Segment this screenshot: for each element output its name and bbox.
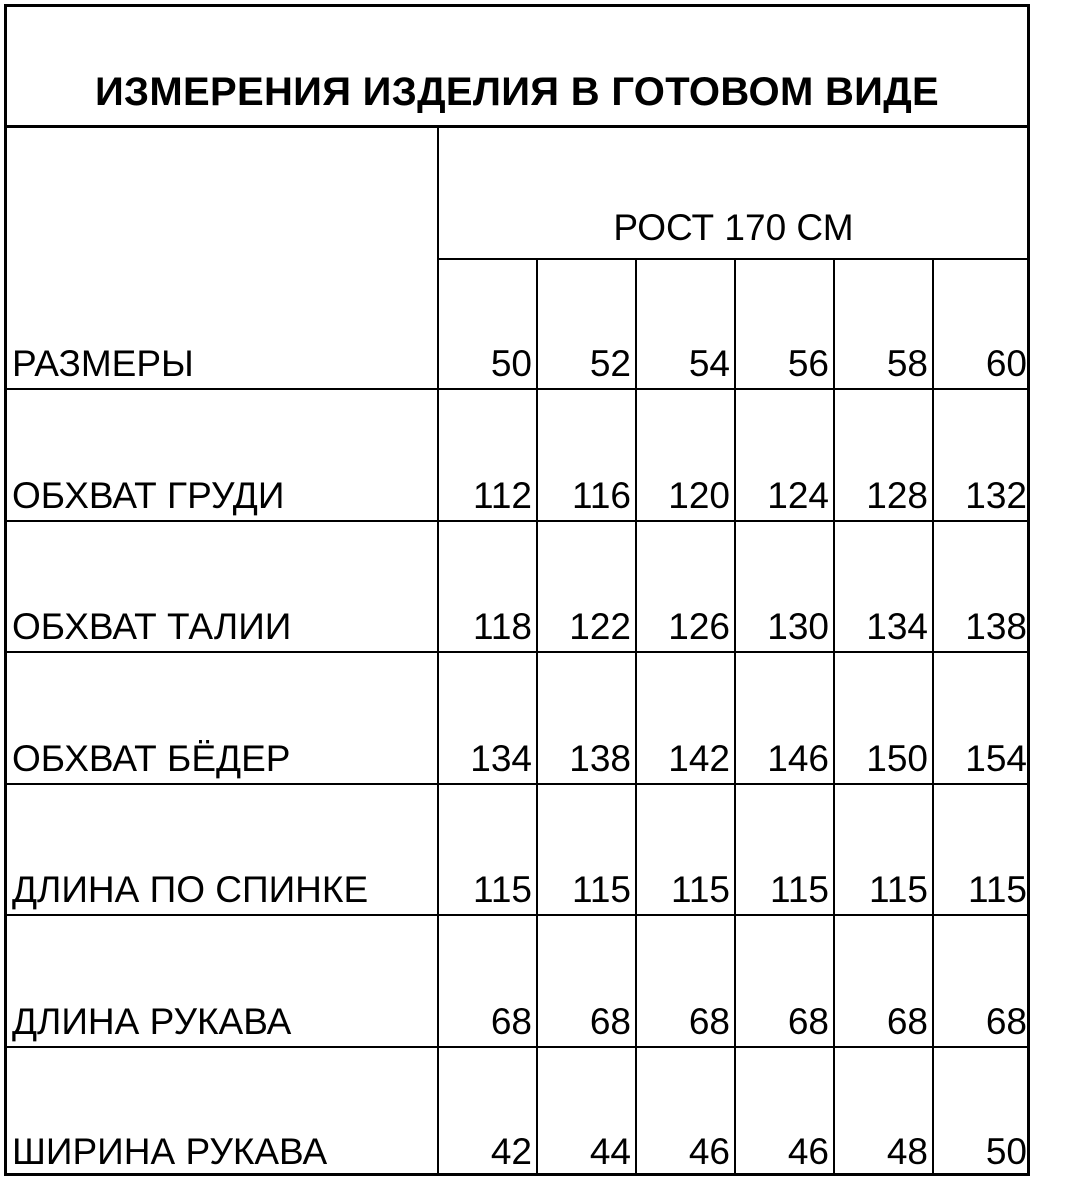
measurement-value: 122 bbox=[569, 606, 631, 647]
row-divider bbox=[4, 651, 1030, 653]
measurement-value: 68 bbox=[886, 1001, 928, 1042]
size-cell: 50 bbox=[490, 343, 532, 384]
measurement-value: 146 bbox=[767, 738, 829, 779]
measurement-value: 118 bbox=[473, 606, 532, 647]
row-divider bbox=[437, 258, 1030, 260]
measurement-value: 154 bbox=[965, 738, 1027, 779]
size-cell: 52 bbox=[589, 343, 631, 384]
measurement-value: 132 bbox=[965, 475, 1027, 516]
measurement-value: 115 bbox=[770, 869, 829, 910]
measurement-value: 115 bbox=[671, 869, 730, 910]
measurement-value: 115 bbox=[572, 869, 631, 910]
measurement-value: 134 bbox=[866, 606, 928, 647]
measurement-value: 138 bbox=[569, 738, 631, 779]
sizes-header-label: РАЗМЕРЫ bbox=[12, 343, 194, 384]
size-cell: 58 bbox=[886, 343, 928, 384]
row-divider bbox=[4, 388, 1030, 390]
measurement-value: 68 bbox=[985, 1001, 1027, 1042]
measurement-value: 46 bbox=[787, 1131, 829, 1172]
measurement-value: 134 bbox=[470, 738, 532, 779]
row-divider bbox=[4, 914, 1030, 916]
measurement-value: 115 bbox=[473, 869, 532, 910]
row-divider bbox=[4, 520, 1030, 522]
measurement-value: 116 bbox=[572, 475, 631, 516]
height-label: РОСТ 170 СМ bbox=[613, 207, 854, 248]
measurement-value: 128 bbox=[866, 475, 928, 516]
measurement-value: 124 bbox=[767, 475, 829, 516]
row-divider bbox=[4, 783, 1030, 785]
measurement-value: 115 bbox=[968, 869, 1027, 910]
page-title: ИЗМЕРЕНИЯ ИЗДЕЛИЯ В ГОТОВОМ ВИДЕ bbox=[95, 70, 939, 114]
row-divider bbox=[4, 1046, 1030, 1048]
measurement-label: ОБХВАТ БЁДЕР bbox=[12, 738, 291, 779]
measurement-value: 68 bbox=[787, 1001, 829, 1042]
measurement-value: 42 bbox=[490, 1131, 532, 1172]
measurement-value: 50 bbox=[985, 1131, 1027, 1172]
measurement-label: ШИРИНА РУКАВА bbox=[12, 1131, 328, 1172]
size-cell: 60 bbox=[985, 343, 1027, 384]
measurement-value: 126 bbox=[668, 606, 730, 647]
measurement-label: ДЛИНА РУКАВА bbox=[12, 1001, 292, 1042]
measurement-value: 115 bbox=[869, 869, 928, 910]
measurement-label: ОБХВАТ ТАЛИИ bbox=[12, 606, 292, 647]
measurement-label: ОБХВАТ ГРУДИ bbox=[12, 475, 285, 516]
measurement-value: 48 bbox=[886, 1131, 928, 1172]
measurement-value: 150 bbox=[866, 738, 928, 779]
measurement-value: 68 bbox=[688, 1001, 730, 1042]
measurement-value: 130 bbox=[767, 606, 829, 647]
measurement-value: 142 bbox=[668, 738, 730, 779]
measurement-label: ДЛИНА ПО СПИНКЕ bbox=[12, 869, 369, 910]
size-cell: 54 bbox=[688, 343, 730, 384]
measurement-value: 68 bbox=[589, 1001, 631, 1042]
measurement-value: 112 bbox=[473, 475, 532, 516]
title-cell bbox=[4, 4, 1030, 128]
measurement-value: 120 bbox=[668, 475, 730, 516]
measurement-value: 44 bbox=[589, 1131, 631, 1172]
measurement-value: 46 bbox=[688, 1131, 730, 1172]
size-cell: 56 bbox=[787, 343, 829, 384]
measurement-value: 138 bbox=[965, 606, 1027, 647]
measurement-value: 68 bbox=[490, 1001, 532, 1042]
